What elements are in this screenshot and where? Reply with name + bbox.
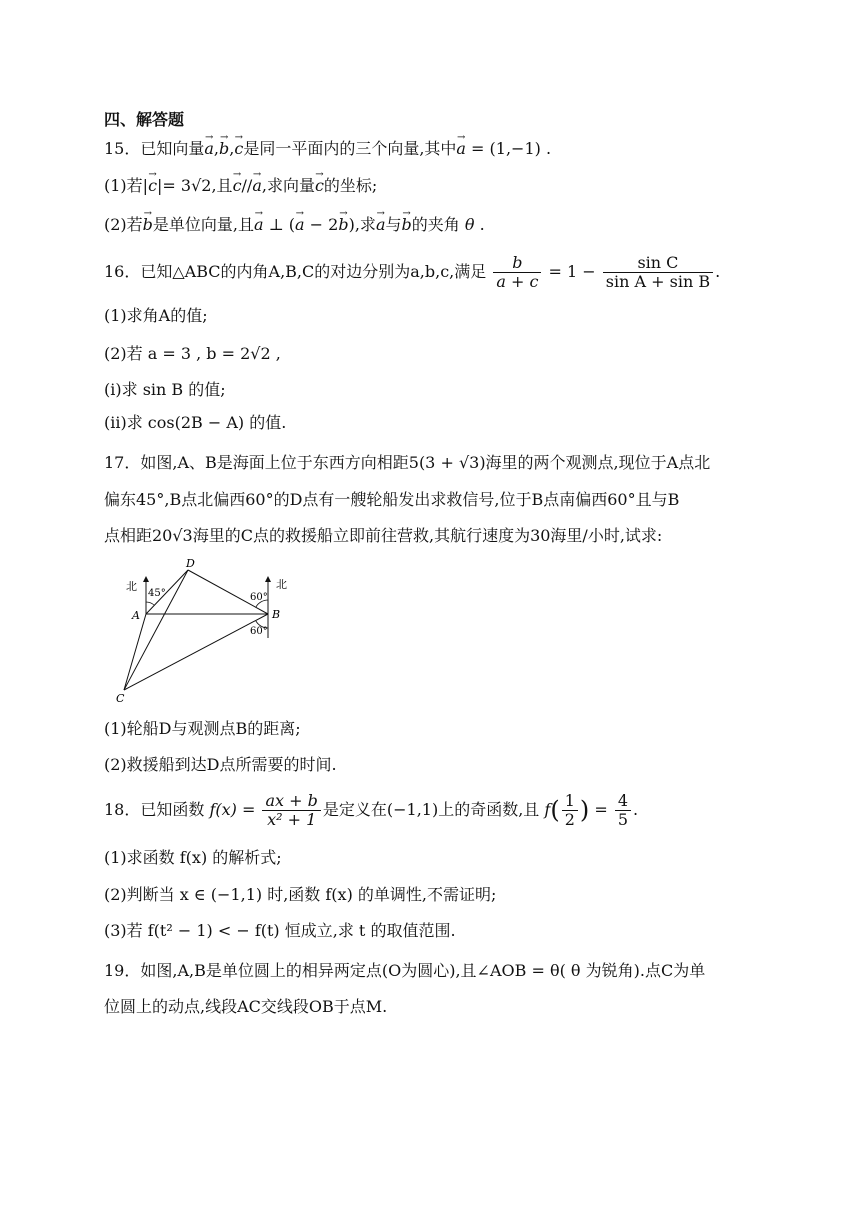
q18-part2: (2)判断当 x ∈ (−1,1) 时,函数 f(x) 的单调性,不需证明; [104,885,497,904]
q19-line1: 19．如图,A,B是单位圆上的相异两定点(O为圆心),且∠AOB = θ( θ 为锐角).点C为单 [104,961,706,980]
q18-value: $\frac{4}{5}$ [615,792,631,829]
q16-part2-i: (i)求 sin B 的值; [104,380,226,399]
q17-figure [116,556,296,706]
section-title: 四、解答题 [104,110,185,129]
q16-fraction-2: $\frac{\text{sin C}}{\text{sin A + sin B}}$ [603,254,713,291]
q18-part1: (1)求函数 f(x) 的解析式; [104,848,282,867]
point-a-label: A [132,609,140,622]
point-b-label: B [272,608,281,621]
angle-60-label-top: 60° [250,592,268,603]
q18-fraction: $\frac{ax + b}{\text{x² + 1}}$ [262,792,320,829]
q17-line2: 偏东45°,B点北偏西60°的D点有一艘轮船发出求救信号,位于B点南偏西60°且与B [104,490,680,509]
q17-line1: 17．如图,A、B是海面上位于东西方向相距5(3 + √3)海里的两个观测点,现位于A点北 [104,453,711,472]
q16-stem: 16．已知△ABC的内角A,B,C的对边分别为a,b,c,满足 $\frac{b}{a + c}$ = 1 − $\frac{\text{sin C}}{\text{sin A + sin B}}$ . [104,253,721,291]
q16-part2: (2)若 a = 3 , b = 2√2 , [104,344,281,363]
q18-half: $\frac{1}{2}$ [562,792,578,829]
q18-part3: (3)若 f(t² − 1) < − f(t) 恒成立,求 t 的取值范围. [104,921,456,940]
q17-part1: (1)轮船D与观测点B的距离; [104,719,301,738]
q16-part2-ii: (ii)求 cos(2B − A) 的值. [104,413,287,432]
q19-line2: 位圆上的动点,线段AC交线段OB于点M. [104,997,388,1016]
angle-45-label: 45° [148,588,166,599]
north-label-a: 北 [126,580,137,593]
angle-60-label-bottom: 60° [250,626,268,637]
point-d-label: D [186,557,195,570]
point-c-label: C [116,692,125,705]
q16-part1: (1)求角A的值; [104,306,208,325]
q15-part2: (2)若→ b是单位向量,且→ a ⊥ (→ a − 2→ b),求→ a与→ b的夹角 θ . [104,215,485,235]
q15-stem: 15．已知向量→ a,→ b,→ c是同一平面内的三个向量,其中→ a = (1,−1) . [104,139,551,159]
q18-stem: 18．已知函数 f(x) = $\frac{ax + b}{\text{x² + 1}}$ 是定义在(−1,1)上的奇函数,且 f( $\frac{1}{2}$ ) = $\frac{4}{5}$ . [104,791,639,829]
q17-part2: (2)救援船到达D点所需要的时间. [104,755,337,774]
q17-line3: 点相距20√3海里的C点的救援船立即前往营救,其航行速度为30海里/小时,试求: [104,526,663,545]
north-label-b: 北 [276,578,287,591]
q16-fraction-1: $\frac{b}{a + c}$ [493,254,541,291]
q15-part1: (1)若|→ c|= 3√2,且→ c//→ a,求向量→ c的坐标; [104,176,377,196]
